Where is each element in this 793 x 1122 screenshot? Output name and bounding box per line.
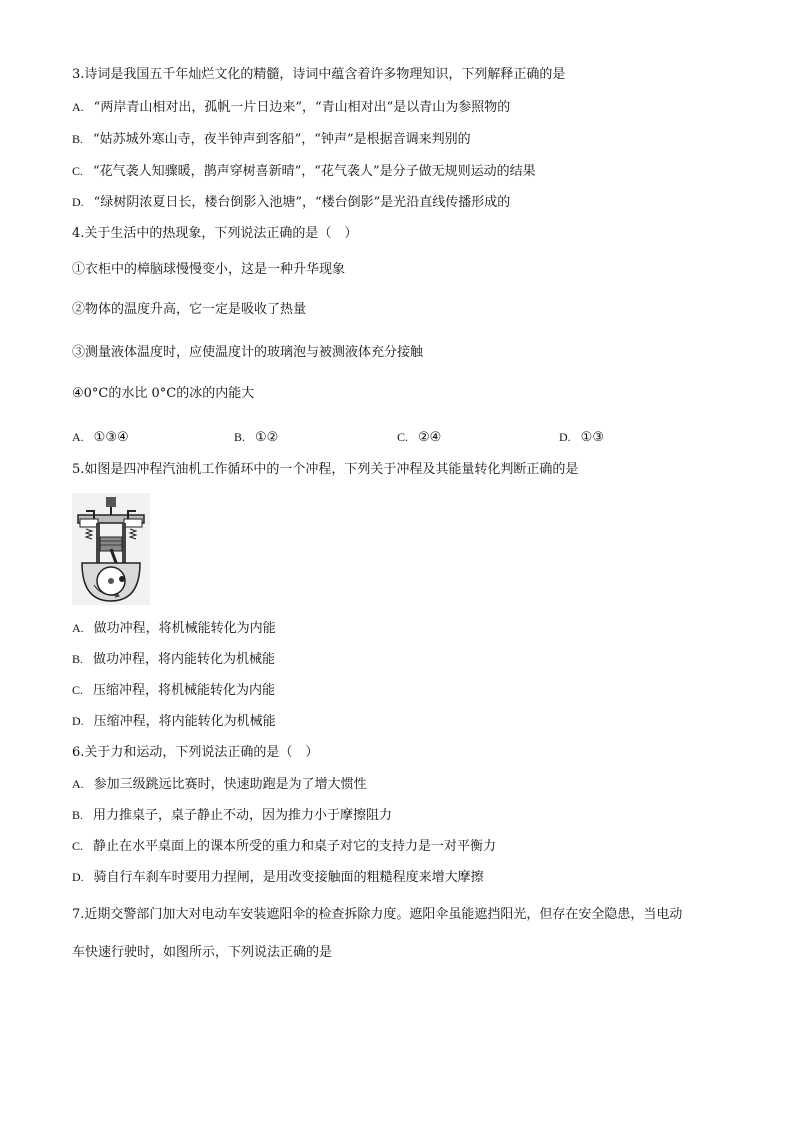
q6-option-a xyxy=(72,775,367,794)
q4-option-d xyxy=(559,428,604,447)
q4-stem: 4.关于生活中的热现象，下列说法正确的是（ ） xyxy=(72,226,358,241)
option-label: C. xyxy=(72,683,84,697)
q6-option-c xyxy=(72,837,496,856)
option-label: D. xyxy=(559,430,571,444)
option-text: ①③ xyxy=(580,430,604,445)
option-label: A. xyxy=(72,777,84,791)
q4-statement-1: ①衣柜中的樟脑球慢慢变小，这是一种升华现象 xyxy=(72,262,346,277)
option-label: B. xyxy=(234,430,246,444)
q4-option-c xyxy=(397,428,441,447)
option-text: 参加三级跳远比赛时，快速助跑是为了增大惯性 xyxy=(93,777,367,792)
q3-option-a xyxy=(72,98,510,117)
option-text: “姑苏城外寒山寺，夜半钟声到客船”，“钟声”是根据音调来判别的 xyxy=(93,132,471,147)
q5-option-a xyxy=(72,619,276,638)
option-label: A. xyxy=(72,100,84,114)
q4-statement-3: ③测量液体温度时，应使温度计的玻璃泡与被测液体充分接触 xyxy=(72,345,424,360)
option-label: C. xyxy=(72,164,84,178)
q3-option-c xyxy=(72,162,536,181)
option-text: ①② xyxy=(255,430,279,445)
q5-option-d xyxy=(72,712,276,731)
option-text: 做功冲程，将机械能转化为内能 xyxy=(93,621,276,636)
option-label: C. xyxy=(397,430,409,444)
option-label: A. xyxy=(72,621,84,635)
q5-stem: 5.如图是四冲程汽油机工作循环中的一个冲程，下列关于冲程及其能量转化判断正确的是 xyxy=(72,462,579,477)
q6-option-b xyxy=(72,806,392,825)
q7-stem-line1: 7.近期交警部门加大对电动车安装遮阳伞的检查拆除力度。遮阳伞虽能遮挡阳光，但存在安全隐患，当电动 xyxy=(72,907,683,922)
option-text: 骑自行车刹车时要用力捏闸，是用改变接触面的粗糙程度来增大摩擦 xyxy=(93,870,484,885)
option-label: D. xyxy=(72,195,84,209)
q5-option-c xyxy=(72,681,275,700)
engine-stroke-diagram-icon xyxy=(72,493,150,605)
option-label: B. xyxy=(72,652,84,666)
q6-option-d xyxy=(72,868,484,887)
q3-stem: 3.诗词是我国五千年灿烂文化的精髓，诗词中蕴含着许多物理知识，下列解释正确的是 xyxy=(72,67,566,82)
option-label: D. xyxy=(72,870,84,884)
option-text: 压缩冲程，将机械能转化为内能 xyxy=(93,683,276,698)
option-text: “花气袭人知骤暖，鹊声穿树喜新晴”，“花气袭人”是分子做无规则运动的结果 xyxy=(93,164,536,179)
option-text: 用力推桌子，桌子静止不动，因为推力小于摩擦阻力 xyxy=(93,808,393,823)
q7-stem-line2: 车快速行驶时，如图所示，下列说法正确的是 xyxy=(72,945,333,960)
option-label: B. xyxy=(72,808,84,822)
option-text: 做功冲程，将内能转化为机械能 xyxy=(93,652,276,667)
q3-option-d xyxy=(72,193,510,212)
q5-option-b xyxy=(72,650,275,669)
q4-option-b xyxy=(234,428,278,447)
option-text: “两岸青山相对出，孤帆一片日边来”，“青山相对出”是以青山为参照物的 xyxy=(93,100,511,115)
option-text: ②④ xyxy=(418,430,442,445)
option-label: A. xyxy=(72,430,84,444)
option-label: B. xyxy=(72,132,84,146)
q6-stem: 6.关于力和运动，下列说法正确的是（ ） xyxy=(72,745,319,760)
option-text: 静止在水平桌面上的课本所受的重力和桌子对它的支持力是一对平衡力 xyxy=(93,839,497,854)
q4-statement-4: ④0°C的水比 0°C的冰的内能大 xyxy=(72,386,255,401)
option-text: “绿树阴浓夏日长，楼台倒影入池塘”，“楼台倒影”是光沿直线传播形成的 xyxy=(93,195,511,210)
q4-statement-2: ②物体的温度升高，它一定是吸收了热量 xyxy=(72,302,307,317)
option-text: 压缩冲程，将内能转化为机械能 xyxy=(93,714,276,729)
option-label: D. xyxy=(72,714,84,728)
option-text: ①③④ xyxy=(93,430,129,445)
option-label: C. xyxy=(72,839,84,853)
q4-option-a xyxy=(72,428,129,447)
q3-option-b xyxy=(72,130,471,149)
